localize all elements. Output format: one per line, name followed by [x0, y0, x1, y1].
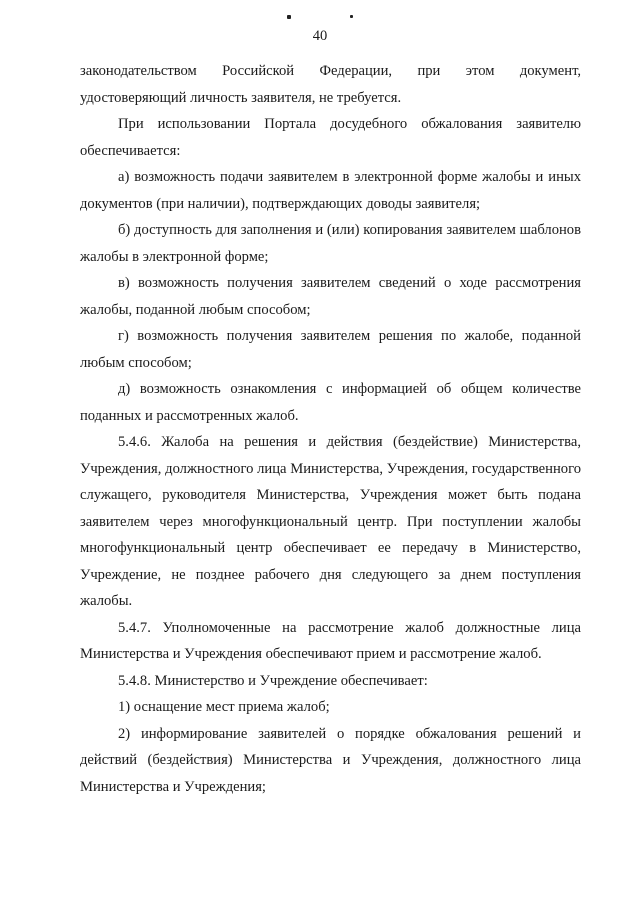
list-item: 2) информирование заявителей о порядке обжалования решений и действий (бездействия) Министерства и Учреждения, должностного лица Министерства и Учреждения;	[80, 725, 581, 795]
paragraph: законодательством Российской Федерации, при этом документ, удостоверяющий личность заявителя, не требуется.	[80, 63, 581, 106]
list-item: б) доступность для заполнения и (или) копирования заявителем шаблонов жалобы в электронной форме;	[80, 222, 581, 265]
list-item: г) возможность получения заявителем решения по жалобе, поданной любым способом;	[80, 328, 581, 371]
paragraph: 5.4.8. Министерство и Учреждение обеспечивает:	[118, 672, 428, 689]
list-item: д) возможность ознакомления с информацией об общем количестве поданных и рассмотренных жалоб.	[80, 381, 581, 424]
scan-artifact-dot	[350, 15, 353, 18]
paragraph: При использовании Портала досудебного обжалования заявителю обеспечивается:	[80, 116, 581, 159]
paragraph: 5.4.6. Жалоба на решения и действия (бездействие) Министерства, Учреждения, должностного лица Министерства, Учреждения, государственного служащего, руководителя Министерства, Учреждения может быть подана заявителем через многофункциональный центр. При поступлении жалобы многофункциональный центр обеспечивает ее передачу в Министерство, Учреждение, не позднее рабочего дня следующего за днем поступления жалобы.	[80, 434, 581, 609]
page-number: 40	[312, 28, 328, 44]
list-item: 1) оснащение мест приема жалоб;	[118, 699, 330, 715]
document-body	[80, 58, 581, 800]
list-item: в) возможность получения заявителем сведений о ходе рассмотрения жалобы, поданной любым способом;	[80, 275, 581, 318]
paragraph: 5.4.7. Уполномоченные на рассмотрение жалоб должностные лица Министерства и Учреждения обеспечивают прием и рассмотрение жалоб.	[80, 619, 581, 662]
scan-artifact-dot	[287, 15, 291, 19]
list-item: а) возможность подачи заявителем в электронной форме жалобы и иных документов (при наличии), подтверждающих доводы заявителя;	[80, 169, 581, 212]
